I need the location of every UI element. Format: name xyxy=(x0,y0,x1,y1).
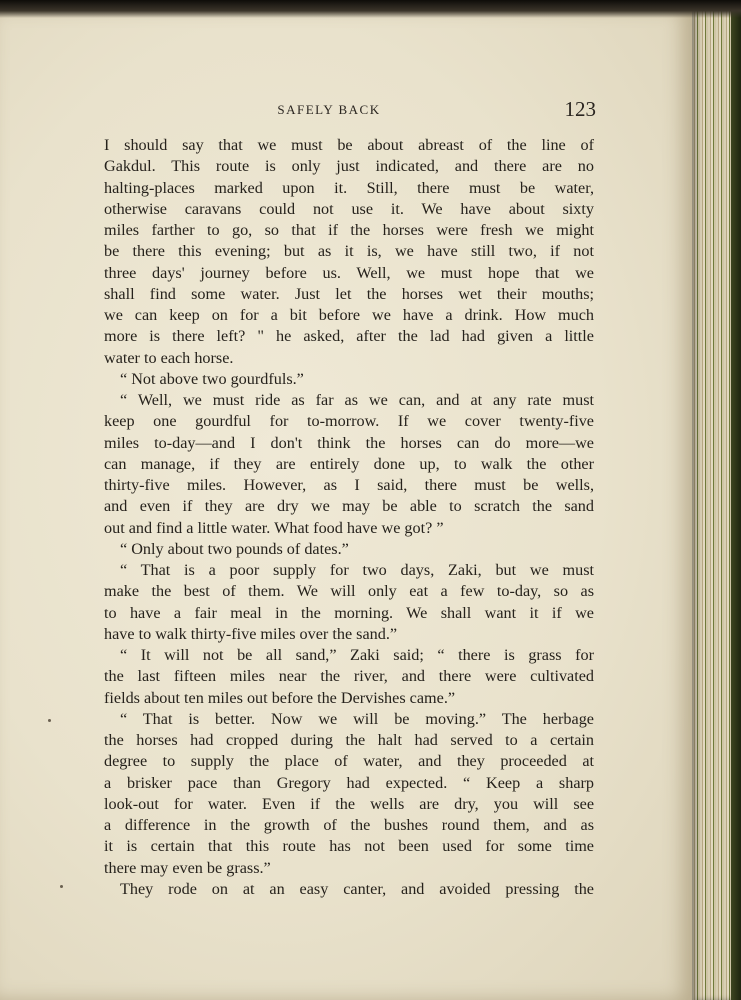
text-line: “ Well, we must ride as far as we can, and at any rate must xyxy=(120,391,594,409)
page-number: 123 xyxy=(564,97,596,121)
text-line: I should say that we must be about abreast of the line of xyxy=(104,136,594,154)
text-line: miles farther to go, so that if the horses were fresh we might xyxy=(104,221,594,239)
text-line: we can keep on for a bit before we have a drink. How much xyxy=(104,306,594,324)
text-line: thirty-five miles. However, as I said, there must be wells, xyxy=(104,476,594,494)
text-line: there may even be grass.” xyxy=(104,858,271,877)
running-head: SAFELY BACK xyxy=(277,102,381,117)
text-line: “ That is a poor supply for two days, Zaki, but we must xyxy=(120,561,594,579)
margin-mark xyxy=(60,885,63,888)
text-line: a difference in the growth of the bushes round them, and as xyxy=(104,816,594,834)
text-line: halting-places marked upon it. Still, there must be water, xyxy=(104,178,594,197)
text-line: “ Only about two pounds of dates.” xyxy=(120,539,349,558)
text-line: Gakdul. This route is only just indicated, and there are no xyxy=(104,157,594,176)
text-line: the last fifteen miles near the river, and there were cultivated xyxy=(104,667,594,686)
text-line: miles to-day—and I don't think the horses can do more—we xyxy=(104,433,594,452)
text-line: “ Not above two gourdfuls.” xyxy=(120,369,304,388)
top-shadow xyxy=(0,0,741,18)
text-line: have to walk thirty-five miles over the sand.” xyxy=(104,624,398,643)
text-line: out and find a little water. What food have we got? ” xyxy=(104,518,444,537)
text-line: “ It will not be all sand,” Zaki said; “ there is grass for xyxy=(120,646,594,664)
text-line: be there this evening; but as it is, we have still two, if not xyxy=(104,242,594,261)
page-header xyxy=(104,97,596,124)
text-line: They rode on at an easy canter, and avoided pressing the xyxy=(120,879,594,898)
text-line: to have a fair meal in the morning. We shall want it if we xyxy=(104,603,594,622)
text-line: a brisker pace than Gregory had expected. “ Keep a sharp xyxy=(104,773,594,792)
text-line: three days' journey before us. Well, we must hope that we xyxy=(104,263,594,282)
body-text xyxy=(104,135,594,900)
text-line: water to each horse. xyxy=(104,348,234,367)
text-line: it is certain that this route has not been used for some time xyxy=(104,837,594,856)
text-line: more is there left? " he asked, after the lad had given a little xyxy=(104,327,594,346)
margin-mark xyxy=(48,719,51,722)
book-cover-edge xyxy=(731,0,741,1000)
text-line: can manage, if they are entirely done up, to walk the other xyxy=(104,454,594,473)
text-line: “ That is better. Now we will be moving.” The herbage xyxy=(120,709,594,728)
text-line: the horses had cropped during the halt had served to a certain xyxy=(104,731,594,749)
text-line: look-out for water. Even if the wells are dry, you will see xyxy=(104,794,594,813)
text-line: degree to supply the place of water, and they proceeded at xyxy=(104,752,594,771)
text-line: shall find some water. Just let the horses wet their mouths; xyxy=(104,284,594,303)
text-line: fields about ten miles out before the Dervishes came.” xyxy=(104,688,456,707)
text-line: and even if they are dry we may be able to scratch the sand xyxy=(104,497,594,516)
text-line: make the best of them. We will only eat a few to-day, so as xyxy=(104,582,594,601)
text-line: keep one gourdful for to-morrow. If we cover twenty-five xyxy=(104,412,594,431)
text-line: otherwise caravans could not use it. We have about sixty xyxy=(104,199,594,218)
